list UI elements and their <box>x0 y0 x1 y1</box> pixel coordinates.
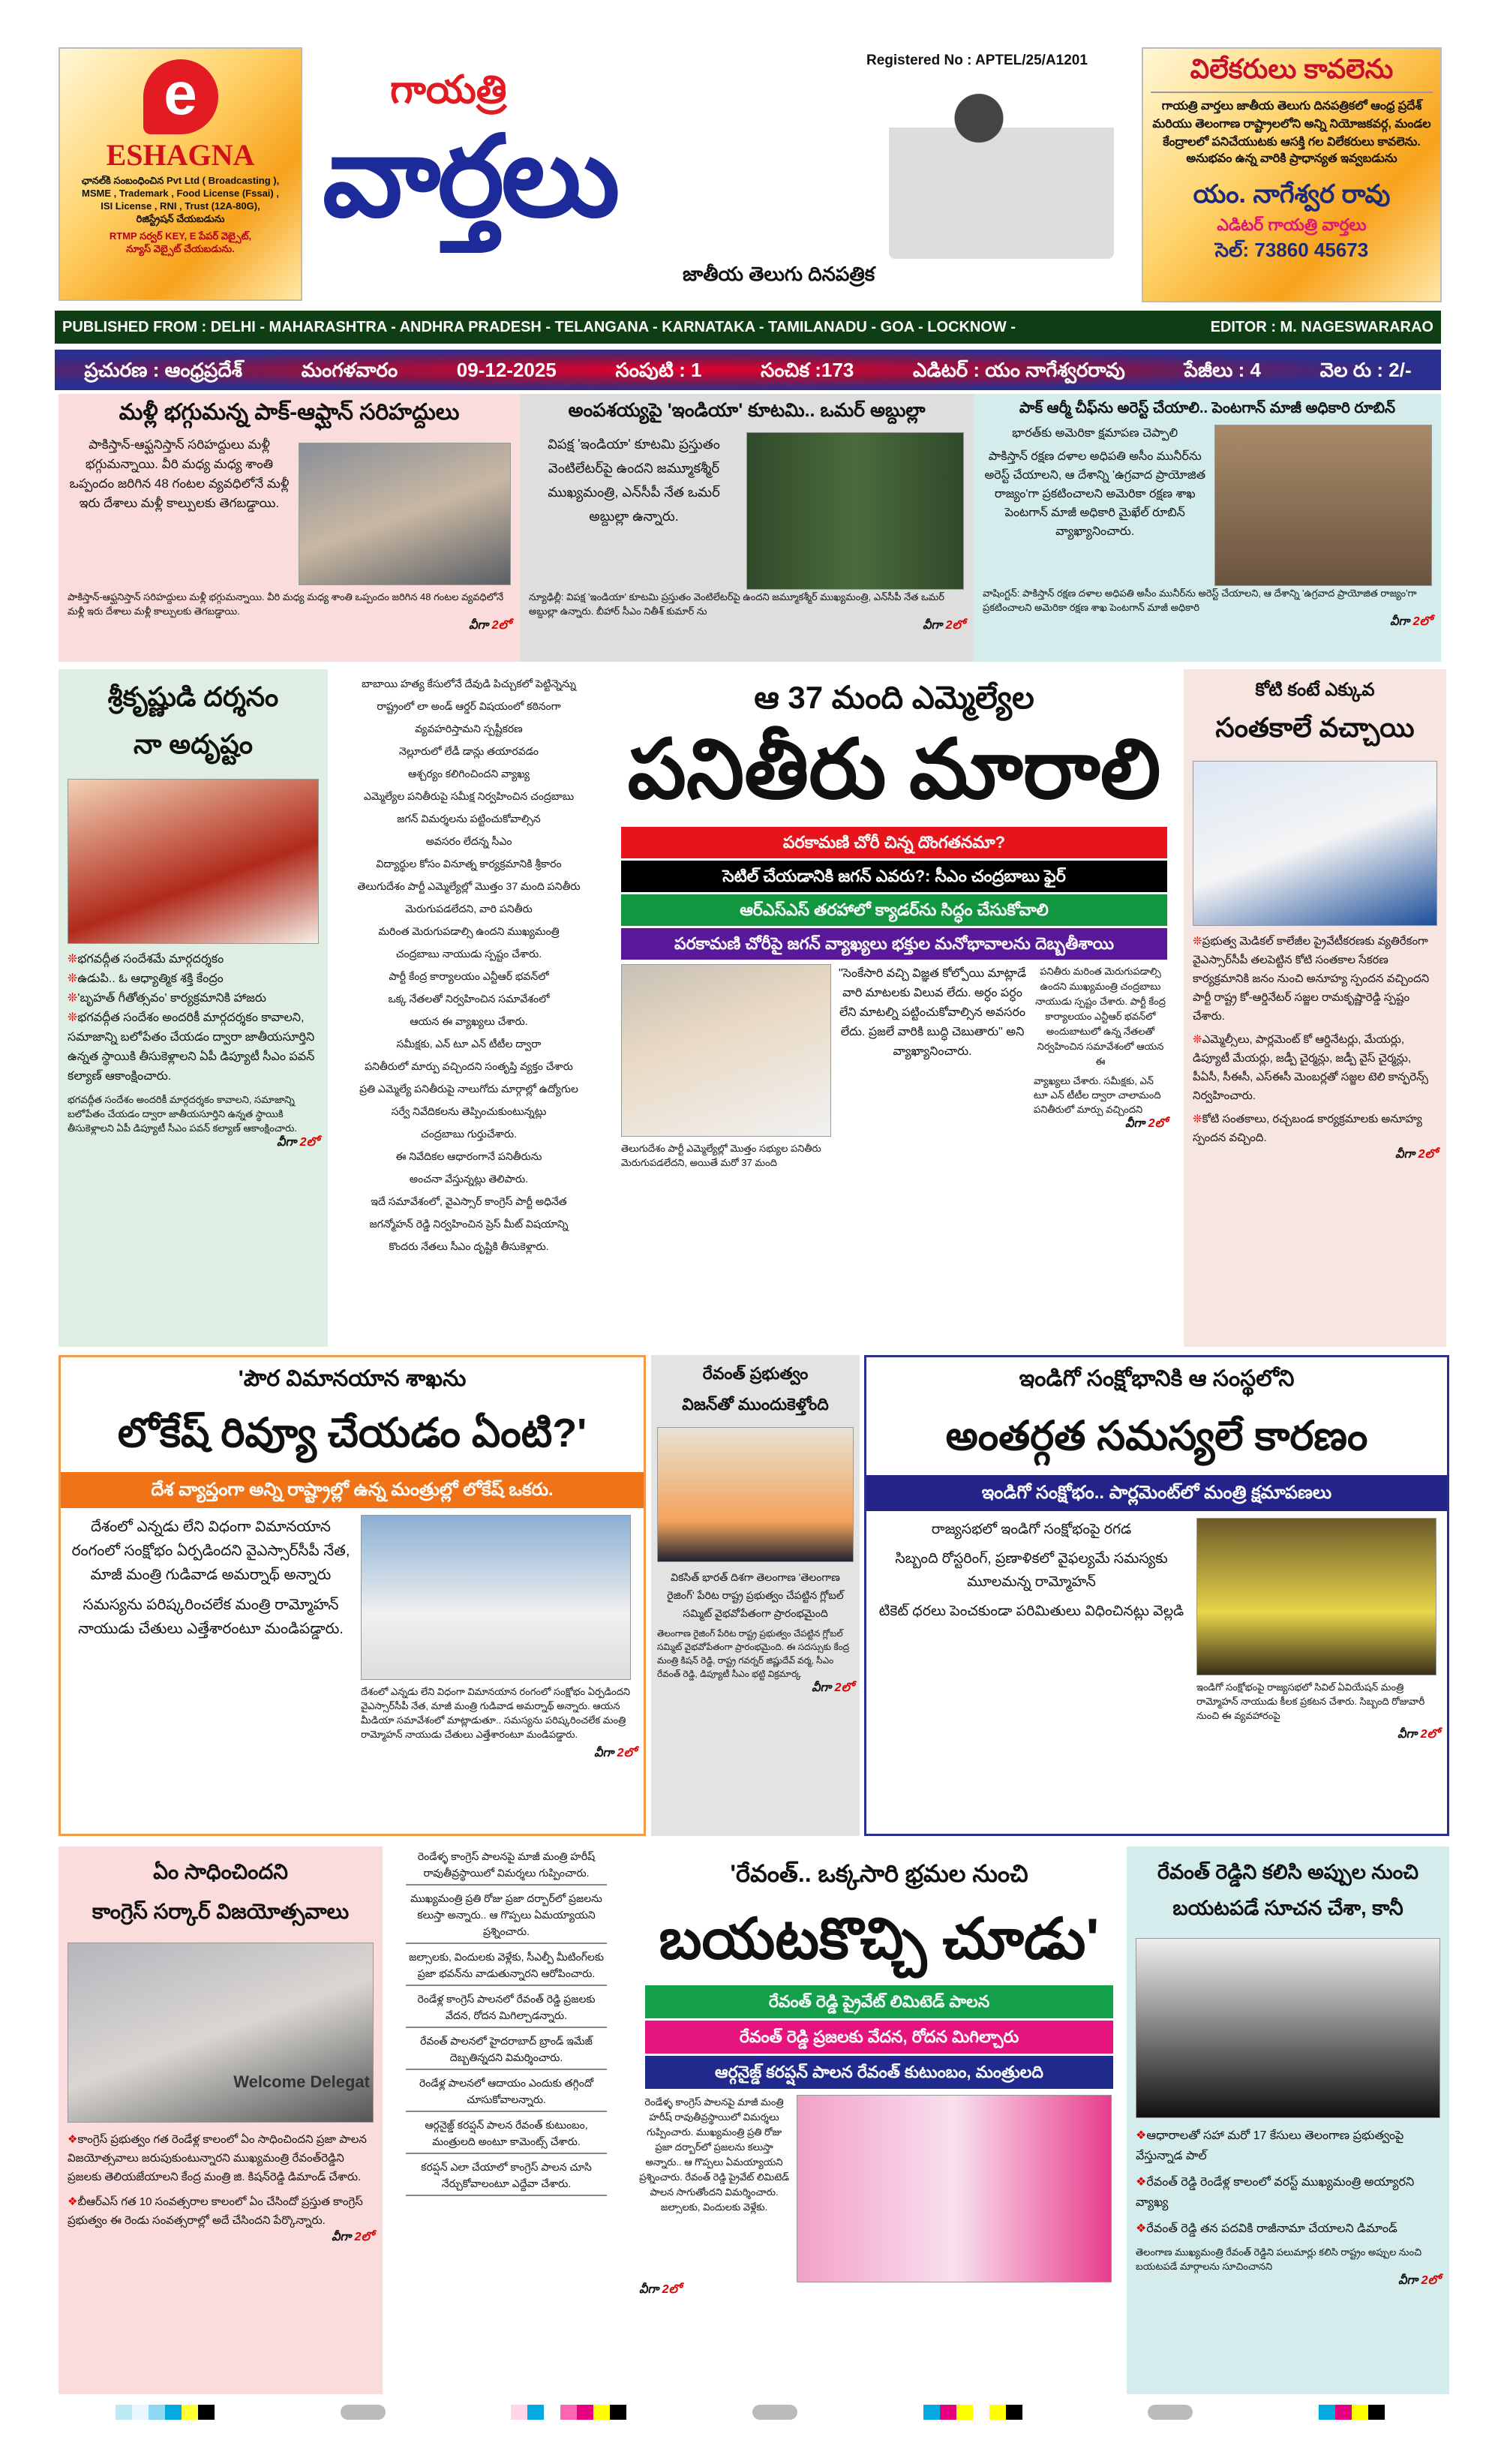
ad-line: ISI License , RNI , Trust (12A-80G), <box>101 200 260 212</box>
subheadline-bar: రేవంత్ రెడ్డి ప్రైవేట్ లిమిటెడ్ పాలన <box>645 1985 1113 2018</box>
masthead-title-small: గాయత్రి <box>390 68 507 112</box>
sajjala-photo <box>1193 761 1437 926</box>
headline: పాక్ ఆర్మీ చీఫ్‌ను అరెస్ట్ చేయాలి.. పెంటగాన్ మాజీ అధికారి రూబిన్ <box>1019 400 1396 416</box>
footer-text: వ్యాఖ్యలు చేశారు. సమీక్షకు, ఎన్ టూ ఎన్ టీటీల ద్వారా చాలామంది పనితీరులో మార్పు వచ్చిందని <box>1034 1075 1161 1115</box>
bullet-item: ❖రేవంత్ రెడ్డి రెండేళ్ల కాలంలో వరస్ట్ ముఖ్యమంత్రి అయ్యారని వ్యాఖ్య <box>1136 2176 1415 2209</box>
volume: సంపుటి : 1 <box>615 359 702 381</box>
lead-item: రాజ్యసభలో ఇండిగో సంక్షోభంపై రగడ <box>931 1522 1132 1537</box>
story-ka-paul <box>1127 1846 1449 2394</box>
story-pawan-kalyan <box>59 669 328 1347</box>
editor: ఎడిటర్ : యం నాగేశ్వరరావు <box>912 359 1125 381</box>
bullet-item: ❊భగవద్గీత సందేశం అందరికీ మార్గదర్శకం కావాలని, సమాజాన్ని బలోపేతం చేయడం ద్వారా జాతీయసూర్తిని ఉన్నత స్థాయికి తీసుకెళ్లాలని ఏపీ డిప్యూటీ సీఎం పవన్ కల్యాణ్ ఆకాంక్షించారు. <box>68 1011 315 1083</box>
eshagna-ad <box>59 47 302 301</box>
kicker: 'రేవంత్.. ఒక్కసారి భ్రమల నుంచి <box>730 1860 1028 1887</box>
pawan-kalyan-photo <box>68 779 319 944</box>
kicker: ఇండిగో సంక్షోభానికి ఆ సంస్థలోని <box>1019 1366 1295 1391</box>
lead: దేశంలో ఎన్నడు లేని విధంగా విమానయాన రంగంలో సంక్షోభం ఏర్పడిందని వైఎస్సార్‌సీపీ నేత, మాజీ మంత్రి గుడివాడ అమర్నాథ్ అన్నారు <box>71 1519 350 1583</box>
footer-text: దేశంలో ఎన్నడు లేని విధంగా విమానయాన రంగంలో సంక్షోభం ఏర్పడిందని వైఎస్సార్‌సీపీ నేత, మాజీ మంత్రి గుడివాడ అమర్నాథ్ అన్నారు. ఆయన మీడియా సమావేశంలో మాట్లాడుతూ.. సమస్యను పరిష్కరించలేక మంత్రి రామ్మోహన్ నాయుడు చేతులు ఎత్తేశారంటూ మండిపడ్డారు. <box>361 1686 630 1740</box>
ad-name: యం. నాగేశ్వర రావు <box>1193 180 1391 209</box>
published-from: PUBLISHED FROM : DELHI - MAHARASHTRA - ANDHRA PRADESH - TELANGANA - KARNATAKA - TAMILANADU - GOA - LOCKNOW - <box>62 319 1016 335</box>
lead: పాకిస్తాన్-ఆఫ్ఘనిస్తాన్ సరిహద్దులు మళ్లీ భగ్గుమన్నాయి. వీరి మధ్య మధ్య శాంతి ఒప్పందం జరిగిన 48 గంటల వ్యవధిలోనే మళ్లీ ఇరు దేశాలు మళ్లీ కాల్పులకు తెగబడ్డాయి. <box>69 437 290 510</box>
headline: శ్రీకృష్ణుడి దర్శనం <box>107 681 279 712</box>
column-line: అవసరం లేదన్న సీఎం <box>425 835 512 847</box>
footer-text: తెలంగాణ రైజింగ్ పేరిట రాష్ట్ర ప్రభుత్వం చేపట్టిన గ్లోబల్ సమ్మిట్ వైభవోపేతంగా ప్రారంభమైంది. ఈ సదస్సుకు కేంద్ర మంత్రి కిషన్ రెడ్డి, రాష్ట్ర గవర్నర్ జిష్ణుదేవ్ వర్మ, సీఎం రేవంత్ రెడ్డి, డిప్యూటీ సీఎం భట్టి విక్రమార్క <box>657 1628 850 1679</box>
headline: అంపశయ్యపై 'ఇండియా' కూటమి.. ఒమర్ అబ్దుల్లా <box>568 400 926 421</box>
masthead-title: వార్తలు <box>323 113 617 239</box>
column-line: విద్యార్థుల కోసం వినూత్న కార్యక్రమానికి శ్రీకారం <box>376 858 562 870</box>
eshagna-brand: ESHAGNA <box>106 138 255 172</box>
harish-rao-column <box>386 1846 626 2394</box>
subheadline-bars <box>621 827 1167 960</box>
bullet-item: ❊కోటి సంతకాలు, రచ్చబండ కార్యక్రమాలకు అనూహ్య స్పందన వచ్చింది. <box>1193 1113 1422 1144</box>
issue: సంచిక :173 <box>761 359 854 381</box>
ad-line: MSME , Trademark , Food License (Fssai) , <box>82 188 279 199</box>
column-line: ఒక్క నేతలతో నిర్వహించిన సమావేశంలో <box>388 993 550 1005</box>
footer-text: తెలుగుదేశం పార్టీ ఎమ్మెల్యేల్లో మొత్తం సభ్యుల పనితీరు మెరుగుపడలేదని, అయితే మరో 37 మంది <box>621 1143 821 1168</box>
kcr-harish-photo <box>797 2095 1112 2282</box>
column-line: నెల్లూరులో లేడీ డాన్లు తయారవడం <box>398 745 539 757</box>
editor-english: EDITOR : M. NAGESWARARAO <box>1210 319 1433 335</box>
footer-text: పాకిస్తాన్-ఆఫ్ఘనిస్తాన్ సరిహద్దులు మళ్లీ భగ్గుమన్నాయి. వీరి మధ్య మధ్య శాంతి ఒప్పందం జరిగిన 48 గంటల వ్యవధిలోనే మళ్లీ ఇరు దేశాలు మళ్లీ కాల్పులకు తెగబడ్డాయి. <box>68 591 504 617</box>
continued-on: వీగా 2లో <box>923 619 965 632</box>
continued-on: వీగా 2లో <box>277 1136 319 1149</box>
column-paragraph: రెండేళ్ల కాంగ్రెస్ పాలనలో రేవంత్ రెడ్డి ప్రజలకు వేదన, రోదన మిగిల్చాడన్నారు. <box>406 1991 607 2028</box>
story-lokesh-review <box>59 1355 646 1836</box>
ad-text: గాయత్రి వార్తలు జాతీయ తెలుగు దినపత్రికలో ఆంధ్ర ప్రదేశ్ మరియు తెలంగాణ రాష్ట్రాలలోని అన్ని నియోజకవర్గ, మండల కేంద్రాలలో పనిచేయుటకు ఆసక్తి గల విలేకరులు కావలెను. <box>1152 100 1431 149</box>
column-line: చంద్రబాబు నాయుడు స్పష్టం చేశారు. <box>395 948 542 960</box>
bullet-item: ❖బీఆర్ఎస్ గత 10 సంవత్సరాల కాలంలో ఏం చేసిందో ప్రస్తుత కాంగ్రెస్ ప్రభుత్వం ఈ రెండు సంవత్సరాల్లో అదే చేసిందని పేర్కొన్నారు. <box>68 2195 363 2227</box>
color-registration-marks <box>53 2405 1448 2423</box>
story-indigo-crisis <box>864 1355 1449 1836</box>
column-paragraph: రెండేళ్ల పాలనలో ఆదాయం ఎందుకు తగ్గిందో చూసుకోవాలన్నారు. <box>406 2075 607 2112</box>
lead: విపక్ష 'ఇండియా' కూటమి ప్రస్తుతం వెంటిలేటర్‌పై ఉందని జమ్మూకశ్మీర్ ముఖ్యమంత్రి, ఎన్‌సీపీ నేత ఒమర్ అబ్దుల్లా ఉన్నారు. <box>548 437 720 524</box>
headline: లోకేష్ రివ్యూ చేయడం ఏంటి?' <box>117 1411 587 1456</box>
soldiers-photo <box>299 443 511 585</box>
bullet-item: ❊భగవద్గీత సందేశమే మార్గదర్శకం <box>68 953 224 966</box>
continued-on: వీగా 2లో <box>812 1681 854 1694</box>
column-line: కొందరు నేతలు సీఎం దృష్టికి తీసుకెళ్లారు. <box>389 1240 549 1252</box>
column-paragraph: ఆర్గనైజ్డ్ కరప్షన్ పాలన రేవంత్ కుటుంబం, మంత్రులది అంటూ కామెంట్స్ చేశారు. <box>406 2117 607 2154</box>
lead: వికసిత్ భారత్ దిశగా తెలంగాణ 'తెలంగాణ రైజింగ్' పేరిట రాష్ట్ర ప్రభుత్వం చేపట్టిన గ్లోబల్ సమ్మిట్ వైభవోపేతంగా ప్రారంభమైంది <box>667 1571 844 1619</box>
column-line: ఆశ్చర్యం కలిగించిందని వ్యాఖ్య <box>408 768 530 780</box>
ad-line: రిజిస్ట్రేషన్ చేయబడును <box>136 213 225 224</box>
lead-item: టికెట్ ధరలు పెంచకుండా పరిమితులు విధించినట్లు వెల్లడి <box>878 1603 1184 1619</box>
bullet-item: ❊'బృహత్ గీతోత్సవం' కార్యక్రమానికి హాజరు <box>68 992 266 1005</box>
column-line: ఆయన ఈ వ్యాఖ్యలు చేశారు. <box>410 1015 528 1027</box>
subheadline-bar: పరకామణి చోరీపై జగన్ వ్యాఖ్యలు భక్తుల మనోభావాలను దెబ్బతీశాయి <box>621 928 1167 960</box>
ad-line: ఛానల్‌కి సంబంధించిన Pvt Ltd ( Broadcasting ), <box>81 175 280 186</box>
date: 09-12-2025 <box>456 359 557 381</box>
michael-rubin-photo <box>1214 425 1432 586</box>
subheadline-bar: సెటిల్ చేయడానికి జగన్ ఎవరు?: సీఎం చంద్రబాబు ఫైర్ <box>621 861 1167 892</box>
bullet-item: ❖కాంగ్రెస్ ప్రభుత్వం గత రెండేళ్ల కాలంలో ఏం సాధించిందని ప్రజా పాలన విజయోత్సవాలు జరుపుకుంటున్నారని ముఖ్యమంత్రి రేవంత్‌రెడ్డిని ప్రజలకు తెలియజేయాలని కేంద్ర మంత్రి జి. కిషన్‌రెడ్డి డిమాండ్ చేశారు. <box>68 2133 367 2183</box>
day: మంగళవారం <box>301 359 398 381</box>
published-from-band <box>55 311 1441 344</box>
continued-on: వీగా 2లో <box>332 2231 374 2243</box>
subheadline-bars <box>645 1985 1113 2089</box>
column-paragraph: కరప్షన్ ఎలా చేయాలో కాంగ్రెస్ పాలన చూసి నేర్చుకోవాలంటూ ఎద్దేవా చేశారు. <box>406 2159 607 2196</box>
headline: బయటకొచ్చి చూడు' <box>659 1907 1100 1971</box>
bullet-item: ❖ఆధారాలతో సహా మరో 17 కేసులు తెలంగాణ ప్రభుత్వంపై వేస్తున్నాడ పాల్ <box>1136 2129 1404 2162</box>
bullet-item: ❊ప్రభుత్వ మెడికల్ కాలేజీల ప్రైవేటీకరణకు వ్యతిరేకంగా వైఎస్సార్‌సీపీ తలపెట్టిన కోటి సంతకాల సేకరణ కార్యక్రమానికి జనం నుంచి అనూహ్య స్పందన వచ్చిందని పార్టీ రాష్ట్ర కో-ఆర్డినేటర్ సజ్జల రామకృష్ణారెడ్డి స్పష్టం చేశారు. <box>1193 935 1430 1023</box>
continued-on: వీగా 2లో <box>469 619 511 632</box>
cm-review-column <box>334 669 604 1347</box>
pages: పేజీలు : 4 <box>1184 359 1261 381</box>
continued-on: వీగా 2లో <box>1398 2274 1440 2287</box>
amarnath-photo <box>361 1515 631 1680</box>
column-line: పనితీరులో మార్పు వచ్చిందని సంతృప్తి వ్యక్తం చేశారు <box>365 1060 573 1072</box>
column-paragraph: రేవంత్ పాలనలో హైదరాబాద్ బ్రాండ్ ఇమేజ్ దెబ్బతిన్నదని విమర్శించారు. <box>406 2033 607 2070</box>
headline: పనితీరు మారాలి <box>627 723 1161 816</box>
footer-text: తెలంగాణ ముఖ్యమంత్రి రేవంత్ రెడ్డిని పలుమార్లు కలిసి రాష్ట్రం అప్పుల నుంచి బయటపడే మార్గాలను సూచించానని <box>1136 2246 1422 2272</box>
story-pentagon-rubin <box>974 394 1441 662</box>
story-kishan-reddy <box>59 1846 383 2394</box>
column-paragraph: రెండేళ్ళ కాంగ్రెస్ పాలనపై మాజీ మంత్రి హరీష్ రావుతీవ్రస్థాయిలో విమర్శలు గుప్పించారు. <box>406 1848 607 1886</box>
column-line: మెరుగుపడలేదని, వారి పనితీరు <box>405 903 533 915</box>
footer-text: న్యూఢిల్లీ: విపక్ష 'ఇండియా' కూటమి ప్రస్తుతం వెంటిలేటర్‌పై ఉందని జమ్మూకశ్మీర్ ముఖ్యమంత్రి, ఎన్‌సీపీ నేత ఒమర్ అబ్దుల్లా ఉన్నారు. బీహార్ సీఎం నితీశ్ కుమార్ ను <box>529 591 944 617</box>
subheadline-bar: పరకామణి చోరీ చిన్న దొంగతనమా? <box>621 827 1167 858</box>
story-crore-signatures <box>1184 669 1446 1347</box>
headline: కాంగ్రెస్ సర్కార్ విజయోత్సవాలు <box>92 1900 350 1923</box>
lead: రెండేళ్ళ కాంగ్రెస్ పాలనపై మాజీ మంత్రి హరీష్ రావుతీవ్రస్థాయిలో విమర్శలు గుప్పించారు. ముఖ్యమంత్రి ప్రతి రోజు ప్రజా దర్బార్‌లో ప్రజలను కలుస్తా అన్నారు.. ఆ గొప్పలు ఏమయ్యాయని ప్రశ్నించారు. రేవంత్ రెడ్డి ప్రైవేట్ లిమిటెడ్ పాలన సాగుతోందని విమర్శించారు. జల్సాలకు, విందులకు వెళ్లేకు. <box>639 2096 789 2213</box>
lead-2: సమస్యను పరిష్కరించలేక మంత్రి రామ్మోహన్ నాయుడు చేతులు ఎత్తేశారంటూ మండిపడ్డారు. <box>78 1597 344 1637</box>
footer-text: భగవద్గీత సందేశం అందరికీ మార్గదర్శకం కావాలని, సమాజాన్ని బలోపేతం చేయడం ద్వారా జాతీయసూర్తిని ఉన్నత స్థాయికి తీసుకెళ్లాలని ఏపీ డిప్యూటీ సీఎం పవన్ కల్యాణ్ ఆకాంక్షించారు. <box>68 1094 297 1134</box>
column-line: జగన్ విమర్శలను పట్టించుకోవాల్సిన <box>397 813 541 825</box>
column-line: ఇదే సమావేశంలో, వైఎస్సార్ కాంగ్రెస్ పార్టీ అధినేత <box>371 1195 567 1207</box>
column-line: బాబాయి హత్య కేసులోనే దేవుడి పిచ్చుకలో పెట్టిన్నెన్ను <box>362 678 576 690</box>
subheadline-bar: ఆర్గనైజ్డ్ కరప్షన్ పాలన రేవంత్ కుటుంబం, మంత్రులది <box>645 2056 1113 2089</box>
ad-title: విలేకరులు కావలెను <box>1151 53 1433 93</box>
column-paragraph: జల్సాలకు, విందులకు వెళ్లేకు, సీఎల్పీ మీటింగ్‌లకు ప్రజా భవన్‌ను వాడుతున్నారని ఆరోపించారు. <box>406 1949 607 1986</box>
column-line: సర్వే నివేదికలను తెప్పించుకుంటున్నట్లు <box>391 1105 547 1117</box>
ad-phone: సెల్: 73860 45673 <box>1214 239 1369 261</box>
story-harish-rao <box>632 1846 1127 2394</box>
reporters-wanted-ad <box>1142 47 1442 302</box>
bullet-item: ❖రేవంత్ రెడ్డి తన పదవికి రాజీనామా చేయాలని డిమాండ్ <box>1136 2222 1397 2235</box>
kicker: ఏం సాధించిందని <box>153 1860 288 1883</box>
headline: విజన్‌తో ముందుకెళ్తోంది <box>682 1395 829 1414</box>
column-line: సమీక్షకు, ఎన్ టూ ఎన్ టీటీల ద్వారా <box>396 1038 542 1050</box>
chandrababu-photo <box>621 964 831 1137</box>
continued-on: వీగా 2లో <box>1390 615 1432 628</box>
column-line: మరింత మెరుగుపడాల్సి ఉందని ముఖ్యమంత్రి <box>378 925 560 937</box>
headline: రేవంత్ రెడ్డిని కలిసి అప్పుల నుంచి బయటపడే సూచన చేశా, కానీ <box>1157 1861 1419 1919</box>
kicker: ఆ 37 మంది ఎమ్మెల్యేల <box>754 680 1034 715</box>
sub-lead: భారత్‌కు అమెరికా క్షమాపణ చెప్పాలి <box>1012 427 1178 440</box>
story-pak-afghan <box>59 394 520 662</box>
story-37-mlas <box>609 669 1179 1347</box>
headline: నా అదృష్టం <box>134 729 253 759</box>
edition: ప్రచురణ : ఆంధ్రప్రదేశ్ <box>84 359 242 381</box>
ka-paul-photo <box>1136 1938 1440 2118</box>
subheadline-bar: ఆర్ఎస్ఎస్ తరహాలో క్యాడర్‌ను సిద్ధం చేసుకోవాలి <box>621 894 1167 926</box>
column-line: పార్టీ కేంద్ర కార్యాలయం ఎన్టీఆర్ భవన్‌లో <box>389 970 549 982</box>
eshagna-logo: e <box>143 59 218 134</box>
column-line: చంద్రబాబు గుర్తుచేశారు. <box>420 1128 518 1140</box>
side-text: పనితీరు మరింత మెరుగుపడాల్సి ఉందని ముఖ్యమంత్రి చంద్రబాబు నాయుడు స్పష్టం చేశారు. పార్టీ కేంద్ర కార్యాలయం ఎన్టీఆర్ భవన్‌లో అందుబాటులో ఉన్న నేతలతో నిర్వహించిన సమావేశంలో ఆయన ఈ <box>1035 966 1166 1067</box>
column-line: ఈ నివేదికల ఆధారంగానే పనితీరును <box>395 1150 542 1162</box>
column-paragraph: ముఖ్యమంత్రి ప్రతి రోజు ప్రజా దర్బార్‌లో ప్రజలను కలుస్తా అన్నారు.. ఆ గొప్పలు ఏమయ్యాయని ప్రశ్నించారు. <box>406 1890 607 1944</box>
story-telangana-rising <box>651 1355 860 1836</box>
rammohan-naidu-photo <box>1196 1518 1436 1675</box>
column-line: రాష్ట్రంలో లా అండ్ ఆర్డర్ విషయంలో కఠినంగా <box>377 700 561 712</box>
kicker: రేవంత్ ప్రభుత్వం <box>702 1364 809 1383</box>
continued-on: వీగా 2లో <box>594 1747 636 1759</box>
subheadline-bar: రేవంత్ రెడ్డి ప్రజలకు వేదన, రోదన మిగిల్చారు <box>645 2021 1113 2054</box>
omar-abdullah-photo <box>746 432 964 590</box>
column-line: అంచనా వేస్తున్నట్లు తెలిపారు. <box>409 1173 529 1185</box>
ad-red-line: RTMP సర్వర్ KEY, E పేపర్ వెబ్సైట్, <box>109 230 252 242</box>
ad-text-2: అనుభవం ఉన్న వారికి ప్రాధాన్యత ఇవ్వబడును <box>1186 152 1397 165</box>
kishan-reddy-photo <box>68 1943 374 2123</box>
quote: "సెంకేసారి వచ్చి విజ్ఞత కోల్పోయి మాట్లాడే వారి మాటలకు విలువ లేదు. అర్ధం పర్ధం లేని మాటల్ని పట్టించుకోవాల్సిన అవసరం లేదు. ప్రజలే వారికి బుద్ధి చెబుతారు" అని వ్యాఖ్యానించారు. <box>839 967 1026 1058</box>
column-line: ప్రతి ఎమ్మెల్యే పనితీరుపై నాలుగోదు మార్గాల్లో ఉద్యోగుల <box>359 1083 578 1095</box>
headline: మళ్లీ భగ్గుమన్న పాక్-ఆఫ్ఘాన్ సరిహద్దులు <box>119 400 460 425</box>
masthead-tagline: జాతీయ తెలుగు దినపత్రిక <box>683 263 875 285</box>
headline: అంతర్గత సమస్యలే కారణం <box>945 1414 1368 1459</box>
bullet-item: ❊ఉడుపి.. ఓ ఆధ్యాత్మిక శక్తి కేంద్రం <box>68 972 224 985</box>
lead-item: సిబ్బంది రోస్టరింగ్, ప్రణాళికలో వైఫల్యమే సమస్యకు మూలమన్న రామ్మోహన్ <box>895 1551 1168 1590</box>
kicker: కోటి కంటే ఎక్కువ <box>1255 680 1375 700</box>
column-line: జగన్మోహన్ రెడ్డి నిర్వహించిన ప్రెస్ మీట్ విషయాన్ని <box>369 1218 569 1230</box>
continued-on: వీగా 2లో <box>639 2283 681 2296</box>
continued-on: వీగా 2లో <box>1395 1148 1437 1161</box>
column-line: వ్యవహరిస్తామని స్పష్టీకరణ <box>415 723 523 735</box>
footer-text: ఇండిగో సంక్షోభంపై రాజ్యసభలో సివిల్ ఏవియేషన్ మంత్రి రామ్మోహన్ నాయుడు కీలక ప్రకటన చేశారు. సిబ్బంది రోజువారీ నుంచి ఈ వ్యవహారంపై <box>1196 1681 1425 1721</box>
lead: పాకిస్తాన్ రక్షణ దళాల అధిపతి అసీం మునీర్‌ను అరెస్ట్ చేయాలని, ఆ దేశాన్ని 'ఉగ్రవాద ప్రాయోజిత రాజ్యం'గా ప్రకటించాలని అమెరికా రక్షణ శాఖ పెంటగాన్ మాజీ అధికారి మైఖేల్ రూబిన్ వ్యాఖ్యానించారు. <box>984 450 1206 538</box>
subheadline-bar: ఇండిగో సంక్షోభం.. పార్లమెంట్‌లో మంత్రి క్షమాపణలు <box>866 1475 1447 1511</box>
newspaper-reader-illustration <box>889 71 1114 259</box>
photo-banner-text: Welcome Delegat <box>233 2072 370 2091</box>
issue-info-band <box>55 350 1441 390</box>
price: వెల రు : 2/- <box>1319 359 1412 381</box>
headline: సంతకాలే వచ్చాయి <box>1215 712 1415 743</box>
continued-on: వీగా 2లో <box>1125 1117 1167 1130</box>
ad-red-line: న్యూస్ వెబ్సైట్ చేయబడును. <box>126 243 235 254</box>
governor-photo <box>657 1427 854 1562</box>
subheadline-bar: దేశ వ్యాప్తంగా అన్ని రాష్ట్రాల్లో ఉన్న మంత్రుల్లో లోకేష్ ఒకరు. <box>61 1472 644 1508</box>
story-india-bloc <box>520 394 974 662</box>
column-line: తెలుగుదేశం పార్టీ ఎమ్మెల్యేల్లో మొత్తం 37 మంది పనితీరు <box>357 880 581 892</box>
footer-text: వాషింగ్టన్: పాకిస్తాన్ రక్షణ దళాల అధిపతి అసీం మునీర్‌ను అరెస్ట్ చేయాలని, ఆ దేశాన్ని 'ఉగ్రవాద ప్రాయోజిత రాజ్యం'గా ప్రకటించాలని అమెరికా రక్షణ శాఖ పెంటగాన్ మాజీ అధికారి <box>983 587 1417 613</box>
continued-on: వీగా 2లో <box>1397 1728 1439 1741</box>
column-line: ఎమ్మెల్యేల పనితీరుపై సమీక్ష నిర్వహించిన చంద్రబాబు <box>363 790 575 802</box>
bullet-item: ❊ఎమ్మెల్సీలు, పార్లమెంట్ కో ఆర్డినేటర్లు, మేయర్లు, డిప్యూటీ మేయర్లు, జడ్పీ చైర్మన్లు, జడ్పీ వైస్ చైర్మన్లు, పీఏసీ, సీఈసీ, ఎస్ఈసీ మెంబర్లతో సజ్జల టెలి కాన్ఫరెన్స్ నిర్వహించారు. <box>1193 1033 1428 1102</box>
registered-number: Registered No : APTEL/25/A1201 <box>866 53 1088 68</box>
kicker: 'పౌర విమానయాన శాఖను <box>238 1366 467 1391</box>
ad-role: ఎడిటర్ గాయత్రి వార్తలు <box>1217 215 1367 234</box>
